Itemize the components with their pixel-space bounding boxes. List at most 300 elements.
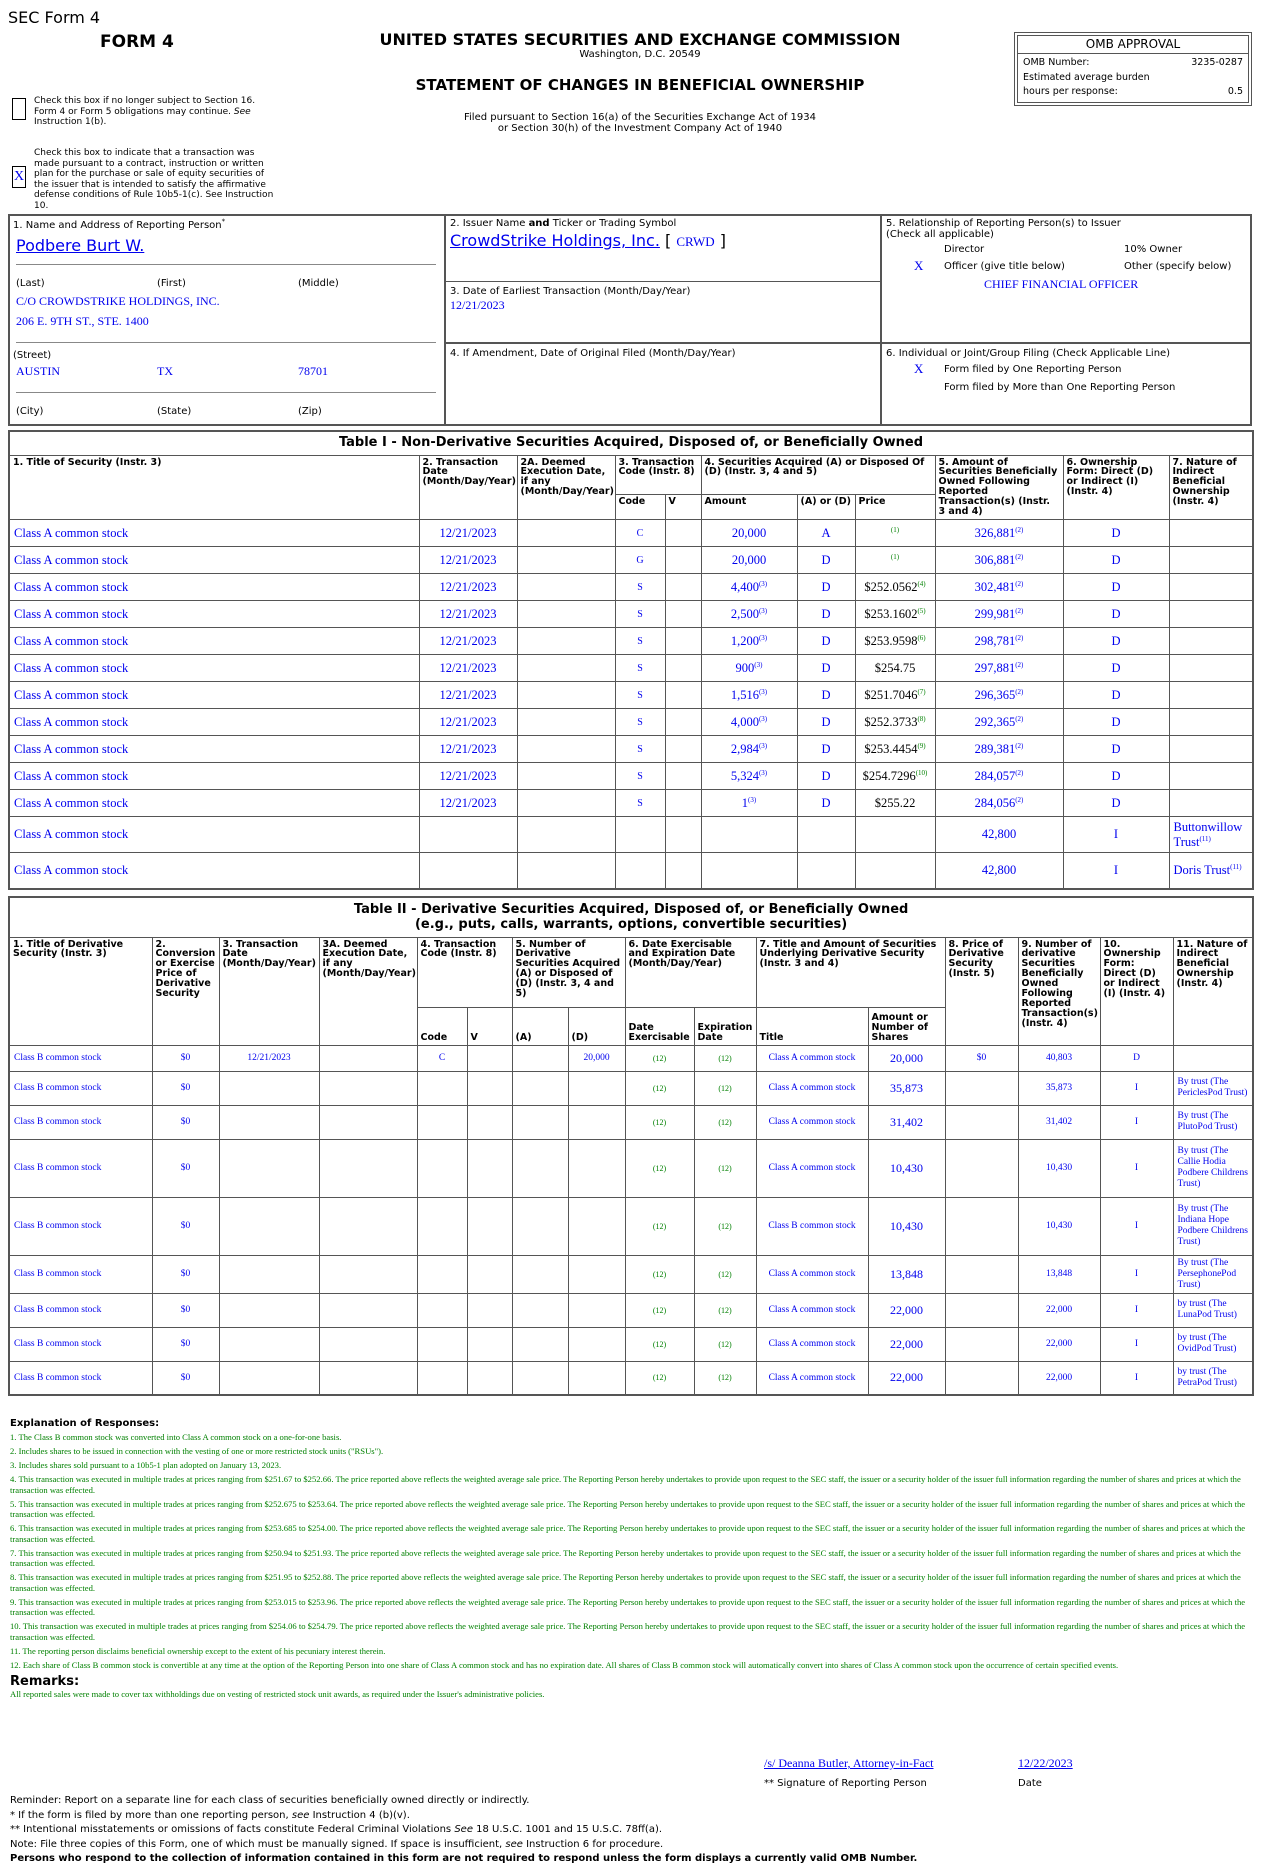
table-row xyxy=(9,520,1253,547)
omb-approval-box xyxy=(1014,32,1252,106)
nature-cell xyxy=(1169,736,1253,763)
v-flag xyxy=(665,790,701,817)
sec-form-label: SEC Form 4 xyxy=(8,8,101,27)
underlying-title: Class A common stock xyxy=(756,1071,868,1105)
acquired-amount xyxy=(512,1293,568,1327)
relationship-label: 5. Relationship of Reporting Person(s) to Issuer xyxy=(886,218,1121,229)
ownership-form: D xyxy=(1063,790,1169,817)
zip-label: (Zip) xyxy=(298,406,322,417)
table-row xyxy=(9,601,1253,628)
underlying-title: Class A common stock xyxy=(756,1105,868,1139)
security-title: Class A common stock xyxy=(9,547,419,574)
price-value: $252.3733 xyxy=(864,715,918,730)
v-flag xyxy=(467,1197,512,1255)
expiration-date: (12) xyxy=(694,1105,756,1139)
footnote-item: 9. This transaction was executed in multiple trades at prices ranging from $253.015 to $253.96. The price reported above reflects the weighted average sale price. The Reporting Person hereby undertakes to provide upon request to the SEC staff, the issuer or a security holder of the issuer full information regarding the number of shares and prices at which the transaction was effected. xyxy=(10,1596,1246,1617)
deemed-date xyxy=(517,709,615,736)
derivative-title: Class B common stock xyxy=(9,1139,152,1197)
owned-value: 299,981 xyxy=(974,606,1016,621)
derivative-price xyxy=(945,1197,1018,1255)
transaction-code: S xyxy=(615,709,665,736)
table-row xyxy=(9,709,1253,736)
nature-cell xyxy=(1169,574,1253,601)
ownership-form: I xyxy=(1063,817,1169,853)
t2-header-price: 8. Price of Derivative Security (Instr. 5) xyxy=(945,937,1018,1045)
acquired-disposed: D xyxy=(797,655,855,682)
amount-footnote: (3) xyxy=(758,741,768,750)
t2-header-deemed: 3A. Deemed Execution Date, if any (Month/Day/Year) xyxy=(319,937,417,1045)
amount-value: 4,000 xyxy=(730,714,759,729)
security-title: Class A common stock xyxy=(9,790,419,817)
price-value: $251.7046 xyxy=(864,688,918,703)
amount-cell xyxy=(701,520,797,547)
derivative-title: Class B common stock xyxy=(9,1197,152,1255)
t2-header-exercisable: 6. Date Exercisable and Expiration Date (Month/Day/Year) xyxy=(625,937,756,1007)
table-1-non-derivative xyxy=(8,430,1254,890)
amount-cell xyxy=(701,817,797,853)
t2-header-number: 5. Number of Derivative Securities Acquired (A) or Disposed of (D) (Instr. 3, 4 and 5) xyxy=(512,937,625,1007)
acquired-disposed xyxy=(797,817,855,853)
owned-cell xyxy=(935,817,1063,853)
amount-footnote: (3) xyxy=(758,606,768,615)
nature-cell xyxy=(1169,628,1253,655)
conversion-price: $0 xyxy=(152,1105,219,1139)
transaction-code: S xyxy=(615,682,665,709)
owned-cell xyxy=(935,520,1063,547)
amendment-label: 4. If Amendment, Date of Original Filed (Month/Day/Year) xyxy=(450,348,736,359)
deemed-date xyxy=(319,1045,417,1071)
amount-cell xyxy=(701,709,797,736)
price-value: $253.1602 xyxy=(864,607,918,622)
t1-sub-code: Code xyxy=(615,495,665,520)
price-cell xyxy=(855,682,935,709)
date-label: Date xyxy=(1018,1778,1042,1789)
owned-footnote: (2) xyxy=(1015,660,1024,669)
transaction-date: 12/21/2023 xyxy=(419,547,517,574)
amount-cell xyxy=(701,628,797,655)
amount-cell xyxy=(701,853,797,889)
ownership-form: I xyxy=(1100,1105,1173,1139)
acquired-amount xyxy=(512,1361,568,1395)
acquired-amount xyxy=(512,1071,568,1105)
owned-value: 302,481 xyxy=(974,579,1016,594)
v-flag xyxy=(665,574,701,601)
footer-note: Note: File three copies of this Form, one of which must be manually signed. If space is insufficient, see Instruction 6 for procedure. xyxy=(10,1838,664,1850)
omb-number: 3235-0287 xyxy=(1191,57,1243,68)
transaction-date xyxy=(219,1293,319,1327)
acquired-amount xyxy=(512,1197,568,1255)
table-row xyxy=(9,853,1253,889)
nature-of-ownership: by trust (The LunaPod Trust) xyxy=(1173,1293,1253,1327)
ownership-form: I xyxy=(1063,853,1169,889)
section16-text: Check this box if no longer subject to Section 16. Form 4 or Form 5 obligations may continue. See Instruction 1(b). xyxy=(34,96,256,127)
date-exercisable: (12) xyxy=(625,1105,694,1139)
ownership-form: I xyxy=(1100,1139,1173,1197)
underlying-title: Class B common stock xyxy=(756,1197,868,1255)
security-title: Class A common stock xyxy=(9,682,419,709)
agency-name: UNITED STATES SECURITIES AND EXCHANGE COMMISSION xyxy=(379,30,901,49)
transaction-code xyxy=(417,1255,467,1293)
derivative-title: Class B common stock xyxy=(9,1071,152,1105)
conversion-price: $0 xyxy=(152,1045,219,1071)
owned-value: 298,781 xyxy=(974,633,1016,648)
table-row xyxy=(9,1361,1253,1395)
agency-location: Washington, D.C. 20549 xyxy=(579,49,701,60)
owned-cell xyxy=(935,763,1063,790)
transaction-code: C xyxy=(417,1045,467,1071)
nature-of-ownership: by trust (The OvidPod Trust) xyxy=(1173,1327,1253,1361)
omb-title: OMB APPROVAL xyxy=(1018,36,1248,54)
state-value: TX xyxy=(157,364,173,378)
derivative-price: $0 xyxy=(945,1045,1018,1071)
transaction-date: 12/21/2023 xyxy=(419,655,517,682)
price-footnote: (10) xyxy=(915,769,928,778)
reporting-person-name[interactable]: Podbere Burt W. xyxy=(16,236,145,255)
t1-header-nature: 7. Nature of Indirect Beneficial Ownership (Instr. 4) xyxy=(1169,455,1253,520)
amount-footnote: (3) xyxy=(758,714,768,723)
underlying-title: Class A common stock xyxy=(756,1361,868,1395)
t2-header-date: 3. Transaction Date (Month/Day/Year) xyxy=(219,937,319,1045)
nature-value: Buttonwillow Trust xyxy=(1173,819,1243,849)
derivative-price xyxy=(945,1293,1018,1327)
owned-cell xyxy=(935,601,1063,628)
price-value: $252.0562 xyxy=(864,580,918,595)
disposed-amount xyxy=(568,1105,625,1139)
derivative-owned: 13,848 xyxy=(1018,1255,1100,1293)
underlying-title: Class A common stock xyxy=(756,1327,868,1361)
nature-footnote: (11) xyxy=(1199,834,1211,843)
owned-value: 289,381 xyxy=(974,741,1016,756)
t1-sub-amount: Amount xyxy=(701,495,797,520)
conversion-price: $0 xyxy=(152,1139,219,1197)
disposed-amount xyxy=(568,1327,625,1361)
owned-value: 284,057 xyxy=(974,768,1016,783)
ownership-form: I xyxy=(1100,1071,1173,1105)
amount-cell xyxy=(701,601,797,628)
deemed-date xyxy=(517,574,615,601)
remarks-text: All reported sales were made to cover tax withholdings due on vesting of restricted stock unit awards, as required under the Issuer's administrative policies. xyxy=(10,1688,545,1699)
earliest-transaction-label: 3. Date of Earliest Transaction (Month/Day/Year) xyxy=(450,286,691,297)
owned-cell xyxy=(935,655,1063,682)
derivative-title: Class B common stock xyxy=(9,1361,152,1395)
issuer-name-link[interactable]: CrowdStrike Holdings, Inc. xyxy=(450,231,660,250)
derivative-title: Class B common stock xyxy=(9,1045,152,1071)
t2-header-conversion: 2. Conversion or Exercise Price of Derivative Security xyxy=(152,937,219,1045)
disposed-amount xyxy=(568,1361,625,1395)
transaction-date xyxy=(419,817,517,853)
ownership-form: D xyxy=(1063,628,1169,655)
transaction-date xyxy=(419,853,517,889)
officer-title: CHIEF FINANCIAL OFFICER xyxy=(984,277,1139,291)
deemed-date xyxy=(517,520,615,547)
date-exercisable: (12) xyxy=(625,1139,694,1197)
underlying-shares: 31,402 xyxy=(868,1105,945,1139)
underlying-shares: 22,000 xyxy=(868,1361,945,1395)
v-flag xyxy=(467,1071,512,1105)
amount-cell xyxy=(701,655,797,682)
nature-cell xyxy=(1169,709,1253,736)
disposed-amount xyxy=(568,1293,625,1327)
price-footnote: (1) xyxy=(890,553,900,562)
ownership-form: D xyxy=(1063,709,1169,736)
nature-footnote: (11) xyxy=(1230,862,1242,871)
acquired-amount xyxy=(512,1105,568,1139)
nature-of-ownership xyxy=(1173,1045,1253,1071)
underlying-shares: 20,000 xyxy=(868,1045,945,1071)
nature-of-ownership: By trust (The Callie Hodia Podbere Childrens Trust) xyxy=(1173,1139,1253,1197)
deemed-date xyxy=(319,1255,417,1293)
ten-percent-owner-option: 10% Owner xyxy=(1124,244,1183,255)
conversion-price: $0 xyxy=(152,1071,219,1105)
deemed-date xyxy=(517,763,615,790)
t2-sub-a: (A) xyxy=(512,1007,568,1045)
nature-cell xyxy=(1169,547,1253,574)
owned-value: 284,056 xyxy=(974,795,1016,810)
date-exercisable: (12) xyxy=(625,1197,694,1255)
table-row xyxy=(9,1197,1253,1255)
filed-pursuant-1: Filed pursuant to Section 16(a) of the Securities Exchange Act of 1934 xyxy=(464,112,816,123)
amount-value: 1,516 xyxy=(730,687,759,702)
owned-footnote: (2) xyxy=(1015,579,1024,588)
t2-header-nature: 11. Nature of Indirect Beneficial Ownership (Instr. 4) xyxy=(1173,937,1253,1045)
nature-of-ownership: By trust (The PlutoPod Trust) xyxy=(1173,1105,1253,1139)
owned-footnote: (2) xyxy=(1015,795,1024,804)
owned-value: 306,881 xyxy=(974,552,1016,567)
transaction-code: S xyxy=(615,628,665,655)
acquired-amount xyxy=(512,1255,568,1293)
ownership-form: I xyxy=(1100,1293,1173,1327)
amount-footnote: (3) xyxy=(748,795,757,804)
footnote-item: 3. Includes shares sold pursuant to a 10b5-1 plan adopted on January 13, 2023. xyxy=(10,1460,282,1470)
price-cell xyxy=(855,736,935,763)
filing-type-label: 6. Individual or Joint/Group Filing (Check Applicable Line) xyxy=(886,348,1171,359)
acquired-disposed xyxy=(797,853,855,889)
derivative-title: Class B common stock xyxy=(9,1327,152,1361)
transaction-date xyxy=(219,1139,319,1197)
v-flag xyxy=(665,655,701,682)
nature-cell xyxy=(1169,790,1253,817)
amount-value: 1,200 xyxy=(730,633,759,648)
price-footnote: (5) xyxy=(917,607,926,616)
transaction-date xyxy=(219,1361,319,1395)
footer-omb-notice: Persons who respond to the collection of information contained in this form are not required to respond unless the form displays a currently valid OMB Number. xyxy=(10,1853,918,1864)
v-flag xyxy=(467,1105,512,1139)
amount-value: 1 xyxy=(741,795,749,810)
underlying-title: Class A common stock xyxy=(756,1293,868,1327)
table-row xyxy=(9,763,1253,790)
acquired-disposed: D xyxy=(797,628,855,655)
underlying-shares: 10,430 xyxy=(868,1197,945,1255)
amount-cell xyxy=(701,574,797,601)
price-cell xyxy=(855,628,935,655)
table-1-title: Table I - Non-Derivative Securities Acquired, Disposed of, or Beneficially Owned xyxy=(9,431,1253,455)
t2-header-underlying: 7. Title and Amount of Securities Underlying Derivative Security (Instr. 3 and 4) xyxy=(756,937,945,1007)
deemed-date xyxy=(319,1105,417,1139)
officer-check-mark[interactable]: X xyxy=(914,258,924,273)
other-option: Other (specify below) xyxy=(1124,261,1232,272)
footnote-item: 2. Includes shares to be issued in connection with the vesting of one or more restricted stock units ("RSUs"). xyxy=(10,1446,384,1456)
underlying-shares: 22,000 xyxy=(868,1293,945,1327)
underlying-title: Class A common stock xyxy=(756,1139,868,1197)
transaction-code: S xyxy=(615,763,665,790)
amount-cell xyxy=(701,790,797,817)
price-cell xyxy=(855,520,935,547)
v-flag xyxy=(665,547,701,574)
t2-sub-expiration: Expiration Date xyxy=(694,1007,756,1045)
price-value: $253.4454 xyxy=(864,742,918,757)
table-row xyxy=(9,655,1253,682)
ownership-form: D xyxy=(1063,547,1169,574)
conversion-price: $0 xyxy=(152,1361,219,1395)
price-footnote: (6) xyxy=(917,634,926,643)
footer-misstatements: ** Intentional misstatements or omissions of facts constitute Federal Criminal Violations See 18 U.S.C. 1001 and 15 U.S.C. 78ff(a). xyxy=(10,1824,663,1835)
ownership-form: I xyxy=(1100,1361,1173,1395)
conversion-price: $0 xyxy=(152,1327,219,1361)
deemed-date xyxy=(319,1293,417,1327)
disposed-amount xyxy=(568,1071,625,1105)
security-title: Class A common stock xyxy=(9,601,419,628)
transaction-code xyxy=(417,1139,467,1197)
ownership-form: D xyxy=(1100,1045,1173,1071)
ticker-symbol: CRWD xyxy=(676,234,715,249)
derivative-title: Class B common stock xyxy=(9,1255,152,1293)
table-row xyxy=(9,574,1253,601)
conversion-price: $0 xyxy=(152,1197,219,1255)
table-2-derivative xyxy=(8,896,1254,1396)
security-title: Class A common stock xyxy=(9,709,419,736)
conversion-price: $0 xyxy=(152,1255,219,1293)
v-flag xyxy=(665,682,701,709)
date-exercisable: (12) xyxy=(625,1045,694,1071)
form-title: FORM 4 xyxy=(100,32,174,52)
earliest-transaction-box xyxy=(446,282,882,344)
nature-of-ownership: By trust (The Indiana Hope Podbere Childrens Trust) xyxy=(1173,1197,1253,1255)
owned-footnote: (2) xyxy=(1015,525,1024,534)
officer-option: Officer (give title below) xyxy=(944,261,1065,272)
underlying-shares: 13,848 xyxy=(868,1255,945,1293)
transaction-date: 12/21/2023 xyxy=(419,601,517,628)
omb-burden-label: Estimated average burden xyxy=(1023,71,1150,83)
transaction-code: S xyxy=(615,655,665,682)
ownership-form: D xyxy=(1063,763,1169,790)
first-label: (First) xyxy=(157,278,186,289)
derivative-price xyxy=(945,1139,1018,1197)
agency-header xyxy=(360,30,920,134)
t2-sub-exercisable: Date Exercisable xyxy=(625,1007,694,1045)
omb-hours: 0.5 xyxy=(1227,86,1243,97)
price-value: $253.9598 xyxy=(864,634,918,649)
transaction-date: 12/21/2023 xyxy=(419,574,517,601)
explanation-section xyxy=(10,1418,1250,1703)
one-person-check-mark[interactable]: X xyxy=(914,361,924,376)
security-title: Class A common stock xyxy=(9,763,419,790)
transaction-date xyxy=(219,1327,319,1361)
transaction-date xyxy=(219,1105,319,1139)
nature-cell xyxy=(1169,655,1253,682)
ownership-form: D xyxy=(1063,601,1169,628)
table-row xyxy=(9,1045,1253,1071)
date-exercisable: (12) xyxy=(625,1255,694,1293)
transaction-date xyxy=(219,1197,319,1255)
security-title: Class A common stock xyxy=(9,853,419,889)
transaction-date: 12/21/2023 xyxy=(419,520,517,547)
owned-footnote: (2) xyxy=(1015,633,1024,642)
price-cell xyxy=(855,817,935,853)
footnote-item: 10. This transaction was executed in multiple trades at prices ranging from $254.06 to $254.79. The price reported above reflects the weighted average sale price. The Reporting Person hereby undertakes to provide upon request to the SEC staff, the issuer or a security holder of the issuer full information regarding the number of shares and prices at which the transaction was effected. xyxy=(10,1621,1246,1642)
t2-header-form: 10. Ownership Form: Direct (D) or Indirect (I) (Instr. 4) xyxy=(1100,937,1173,1045)
table-row xyxy=(9,736,1253,763)
owned-cell xyxy=(935,547,1063,574)
price-footnote: (4) xyxy=(917,580,926,589)
table-row xyxy=(9,1293,1253,1327)
date-exercisable: (12) xyxy=(625,1293,694,1327)
rule-10b5-checkbox[interactable]: X xyxy=(12,166,26,188)
derivative-price xyxy=(945,1071,1018,1105)
date-exercisable: (12) xyxy=(625,1327,694,1361)
derivative-title: Class B common stock xyxy=(9,1105,152,1139)
table-row xyxy=(9,1255,1253,1293)
transaction-date: 12/21/2023 xyxy=(219,1045,319,1071)
price-footnote: (7) xyxy=(917,688,926,697)
state-label: (State) xyxy=(157,406,192,417)
deemed-date xyxy=(319,1139,417,1197)
amount-value: 20,000 xyxy=(731,552,767,567)
v-flag xyxy=(467,1045,512,1071)
amount-cell xyxy=(701,682,797,709)
t2-header-title: 1. Title of Derivative Security (Instr. 3) xyxy=(9,937,152,1045)
price-value: $255.22 xyxy=(874,796,916,811)
relationship-box: 5. Relationship of Reporting Person(s) to Issuer (Check all applicable) Director 10% Owner X Officer (give title below) Other (specify below) CHIEF FINANCIAL OFFICER xyxy=(882,216,1250,344)
disposed-amount xyxy=(568,1197,625,1255)
issuer-box: 2. Issuer Name and Ticker or Trading Symbol CrowdStrike Holdings, Inc. [ CRWD ] xyxy=(446,216,882,282)
table-row xyxy=(9,790,1253,817)
footnote-item: 5. This transaction was executed in multiple trades at prices ranging from $252.675 to $253.64. The price reported above reflects the weighted average sale price. The Reporting Person hereby undertakes to provide upon request to the SEC staff, the issuer or a security holder of the issuer full information regarding the number of shares and prices at which the transaction was effected. xyxy=(10,1498,1246,1519)
transaction-date: 12/21/2023 xyxy=(419,736,517,763)
underlying-shares: 35,873 xyxy=(868,1071,945,1105)
v-flag xyxy=(467,1327,512,1361)
last-label: (Last) xyxy=(16,278,45,289)
nature-cell xyxy=(1169,817,1253,853)
acquired-disposed: D xyxy=(797,574,855,601)
deemed-date xyxy=(517,790,615,817)
transaction-code: S xyxy=(615,790,665,817)
table-row xyxy=(9,817,1253,853)
amount-value: 5,324 xyxy=(730,768,759,783)
section16-checkbox[interactable] xyxy=(12,98,26,123)
derivative-owned: 31,402 xyxy=(1018,1105,1100,1139)
derivative-price xyxy=(945,1105,1018,1139)
date-exercisable: (12) xyxy=(625,1071,694,1105)
nature-of-ownership: By trust (The PersephonePod Trust) xyxy=(1173,1255,1253,1293)
acquired-disposed: D xyxy=(797,709,855,736)
acquired-disposed: D xyxy=(797,601,855,628)
owned-footnote: (2) xyxy=(1015,606,1024,615)
owned-value: 42,800 xyxy=(981,863,1017,878)
omb-hours-label: hours per response: xyxy=(1023,86,1118,97)
t2-sub-code: Code xyxy=(417,1007,467,1045)
t2-header-code: 4. Transaction Code (Instr. 8) xyxy=(417,937,512,1007)
signature-name: /s/ Deanna Butler, Attorney-in-Fact xyxy=(764,1756,934,1770)
reporting-person-box: 1. Name and Address of Reporting Person* Podbere Burt W. (Last) (First) (Middle) C/O CROWDSTRIKE HOLDINGS, INC. 206 E. 9TH ST., STE. 1400 (Street) AUSTIN TX 78701 (City) (State) (Zip) xyxy=(10,216,446,424)
deemed-date xyxy=(517,736,615,763)
v-flag xyxy=(665,520,701,547)
reporting-person-label: 1. Name and Address of Reporting Person xyxy=(13,220,222,231)
price-cell xyxy=(855,790,935,817)
deemed-date xyxy=(319,1327,417,1361)
table-2-subtitle: (e.g., puts, calls, warrants, options, convertible securities) xyxy=(414,917,848,933)
amount-cell xyxy=(701,547,797,574)
acquired-amount xyxy=(512,1327,568,1361)
